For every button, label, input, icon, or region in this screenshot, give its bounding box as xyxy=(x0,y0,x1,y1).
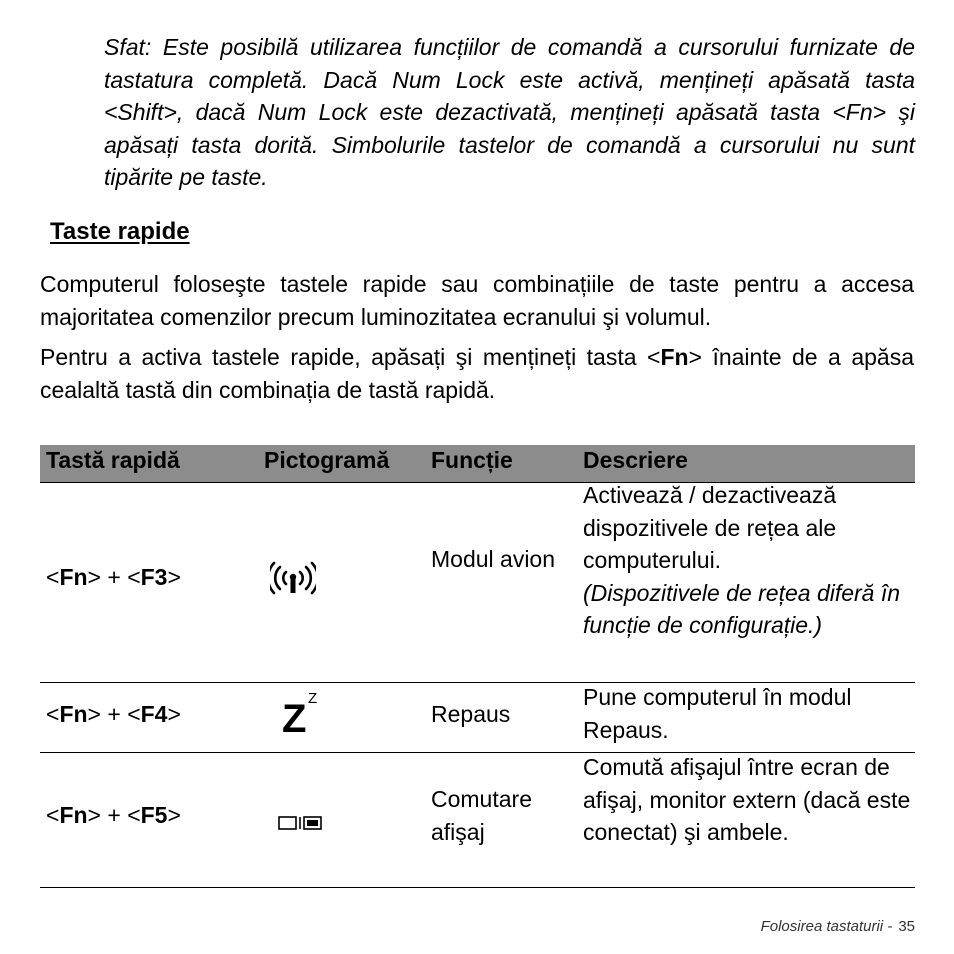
section-title: Taste rapide xyxy=(50,218,190,245)
table-row xyxy=(40,483,915,683)
hotkey-cell: <Fn> + <F5> xyxy=(46,802,181,828)
footer-section: Folosirea tastaturii - xyxy=(760,918,893,935)
header-function: Funcție xyxy=(431,447,513,473)
sleep-icon-letter-big: Z xyxy=(282,697,307,741)
instruction-paragraph xyxy=(40,341,914,406)
header-description: Descriere xyxy=(583,447,688,473)
instruction-text-after: > înainte de a apăsa cealaltă tastă din combinația de tastă rapidă. xyxy=(40,344,914,403)
page-footer xyxy=(761,918,915,935)
tip-note: Sfat: Este posibilă utilizarea funcțiilor de comandă a cursorului furnizate de tastatura completă. Dacă Num Lock este activă, mențineți apăsată tasta <Shift>, dacă Num Lock este dezactivată, mențineți apăsată tasta <Fn> şi apăsați tasta dorită. Simbolurile tastelor de comandă a cursorului nu sunt tipărite pe taste. xyxy=(104,34,915,190)
hotkey-table xyxy=(40,445,915,888)
description-cell: Pune computerul în modul Repaus. xyxy=(583,684,852,743)
intro-paragraph: Computerul foloseşte tastele rapide sau combinațiile de taste pentru a accesa majoritatea comenzilor precum luminozitatea ecranului şi volumul. xyxy=(40,271,914,330)
key-prefix: Fn xyxy=(59,564,88,590)
description-cell xyxy=(583,479,913,642)
header-hotkey: Tastă rapidă xyxy=(46,447,180,473)
key-name: F4 xyxy=(140,701,168,727)
table-header xyxy=(40,445,915,483)
function-cell: Comutare afişaj xyxy=(431,786,532,845)
instruction-text-before: Pentru a activa tastele rapide, apăsați şi mențineți tasta < xyxy=(40,344,661,370)
table-row xyxy=(40,683,915,753)
hotkey-cell: <Fn> + <F4> xyxy=(46,701,181,727)
sleep-icon-letter-small: Z xyxy=(308,690,318,707)
page-number: 35 xyxy=(898,918,915,935)
key-name: F3 xyxy=(140,564,168,590)
description-cell: Comută afişajul între ecran de afişaj, monitor extern (dacă este conectat) şi ambele. xyxy=(583,754,911,845)
sleep-icon xyxy=(282,691,332,739)
description-text: Activează / dezactivează dispozitivele de rețea ale computerului. xyxy=(583,482,837,573)
key-prefix: Fn xyxy=(59,701,88,727)
wireless-icon xyxy=(270,561,316,601)
description-note: (Dispozitivele de rețea diferă în funcție de configurație.) xyxy=(583,579,901,638)
function-cell: Modul avion xyxy=(431,546,556,572)
display-switch-icon xyxy=(278,809,322,836)
key-name: F5 xyxy=(140,802,168,828)
table-row xyxy=(40,753,915,888)
key-prefix: Fn xyxy=(59,802,88,828)
header-icon: Pictogramă xyxy=(264,447,390,473)
function-cell: Repaus xyxy=(431,701,511,727)
hotkey-cell: <Fn> + <F3> xyxy=(46,564,181,590)
instruction-key: Fn xyxy=(660,344,689,370)
